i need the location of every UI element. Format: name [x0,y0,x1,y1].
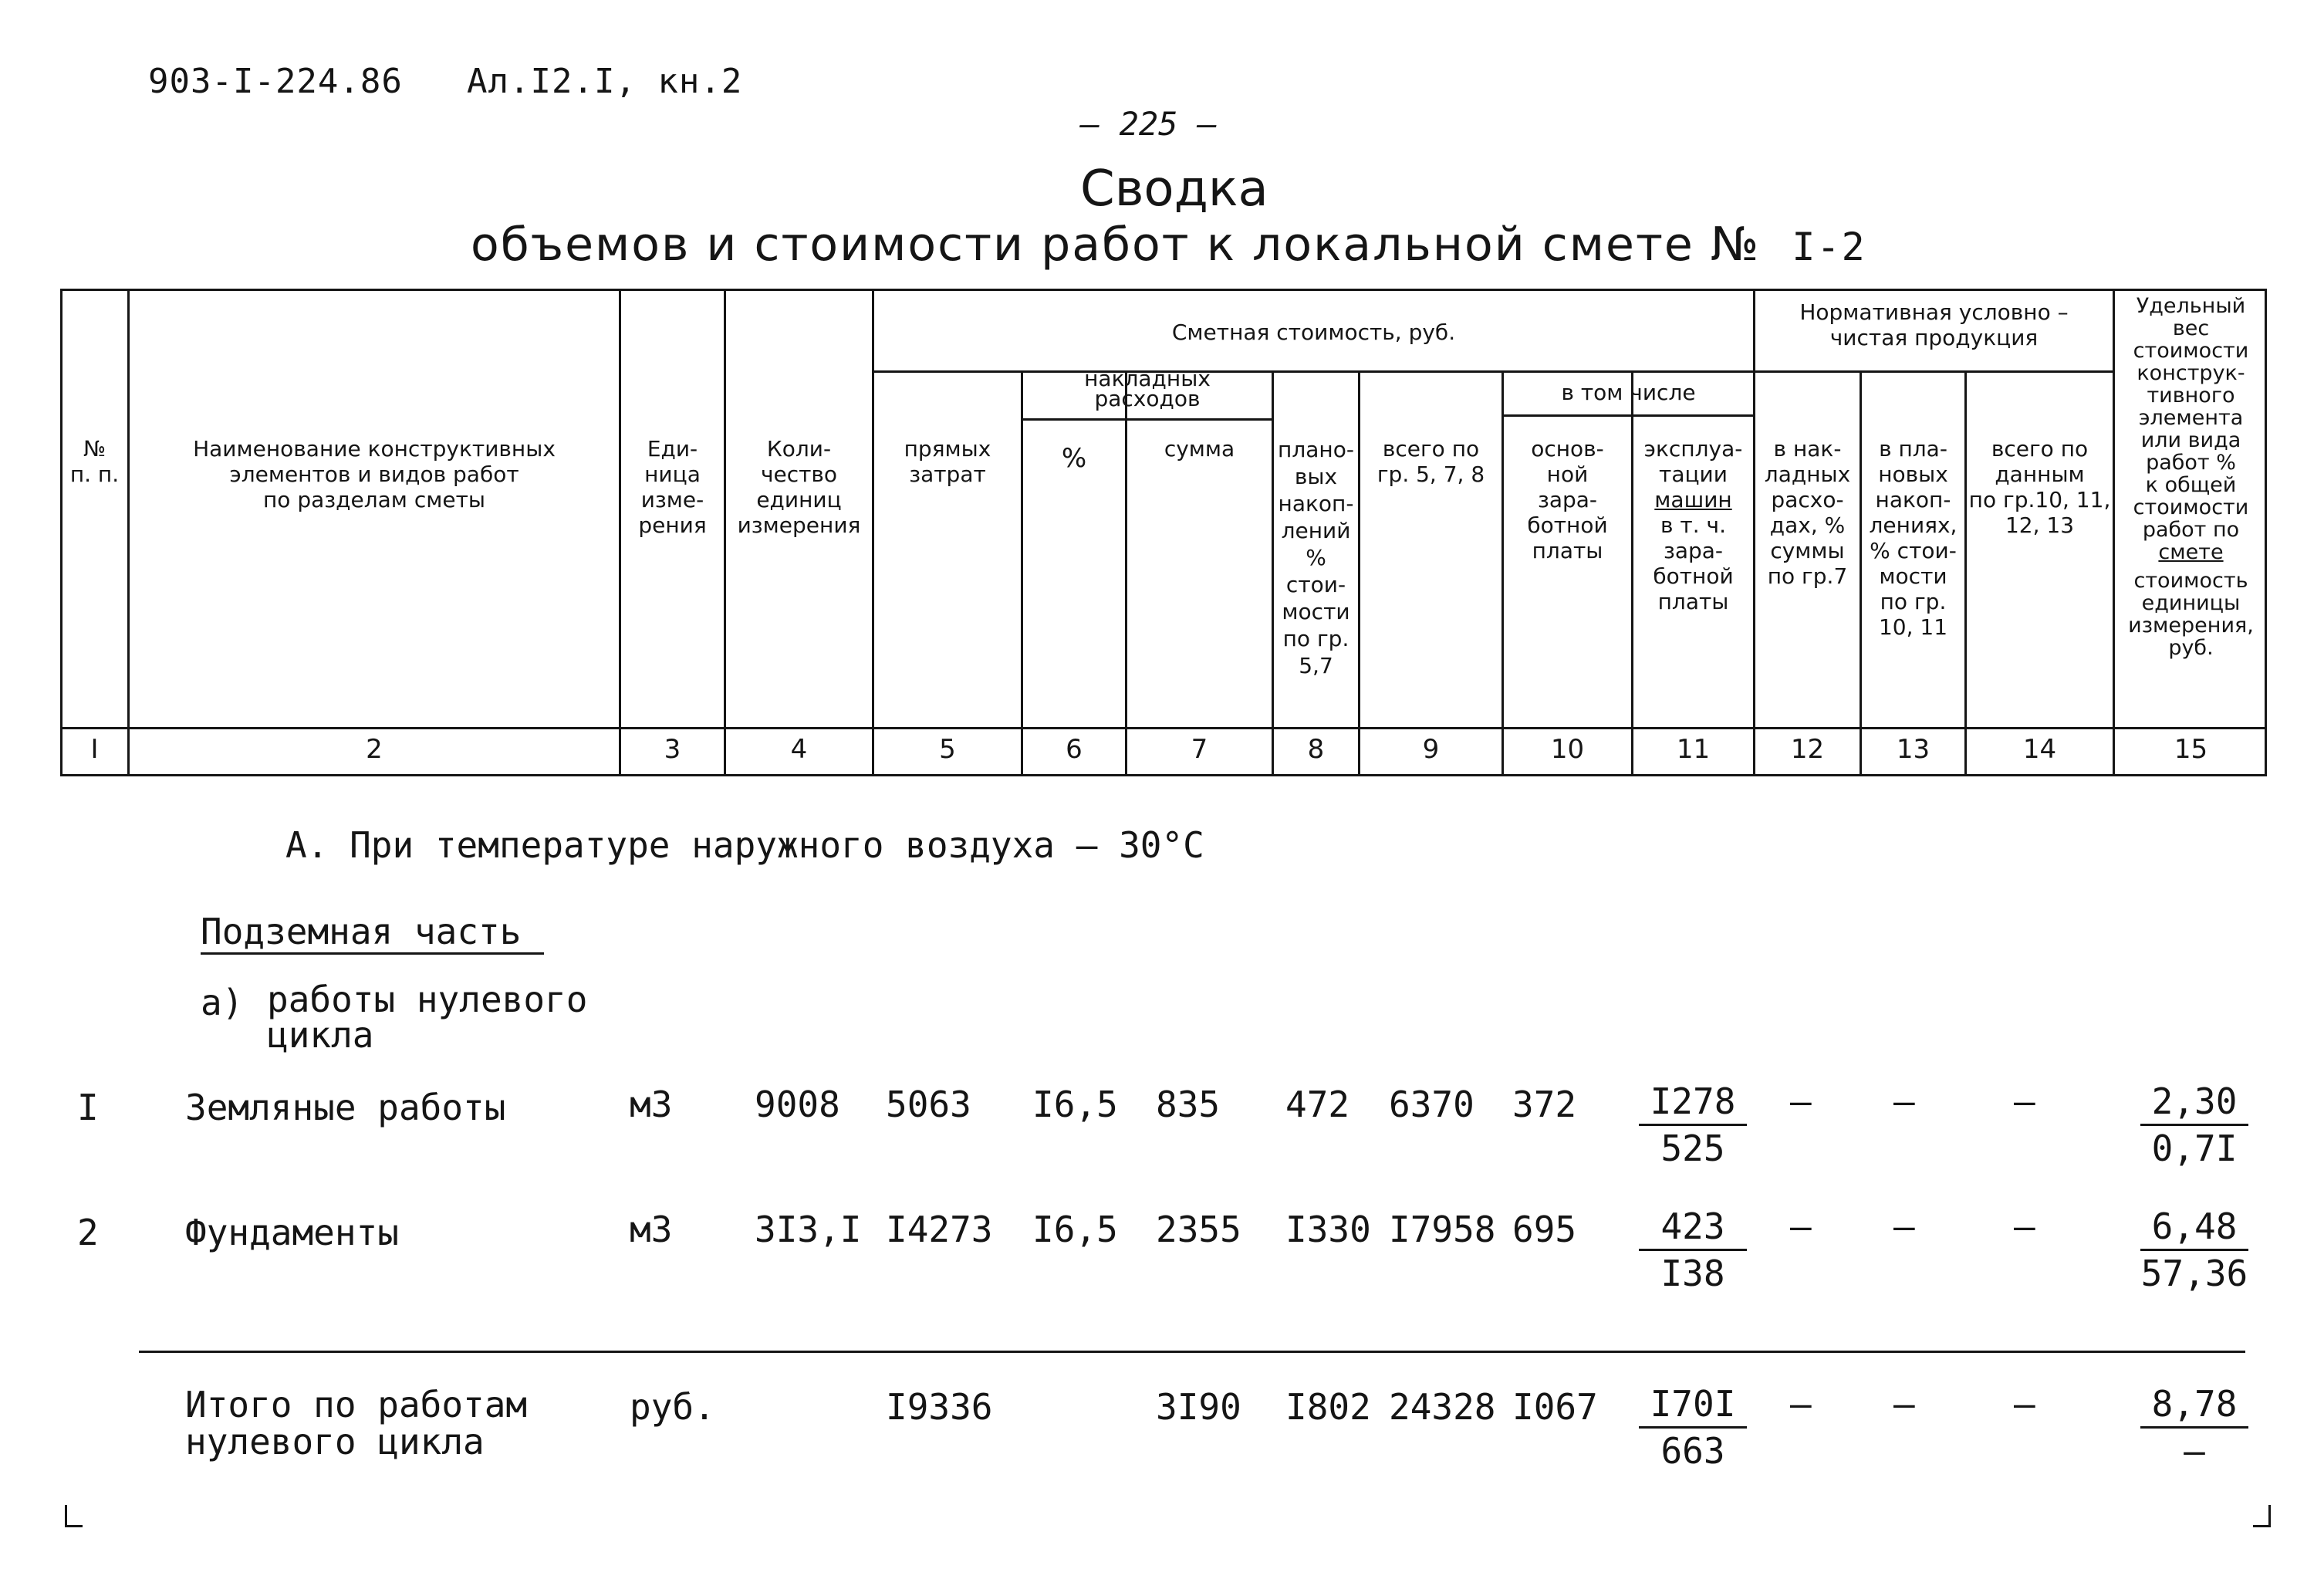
total-name: Итого по работам нулевого цикла [185,1384,528,1462]
col-number: 13 [1896,734,1930,765]
header-col-norm-total: всего по данным по гр.10, 11, 12, 13 [1968,436,2111,538]
row-name: Земляные работы [185,1087,506,1128]
section-title: А. При температуре наружного воздуха – 30°С [285,824,1204,866]
page-title: Сводка [1080,161,1268,218]
total-overhead-sum: 3I90 [1156,1386,1241,1428]
row-planned: I330 [1285,1209,1371,1250]
header-group-overhead: накладных расходов [1084,366,1211,411]
row-machines: $\frac{423}{I38}$ [1639,1204,1747,1296]
document-code: 903-I-224.86 [148,62,403,101]
row-number: 2 [77,1212,99,1253]
row-quantity: 9008 [755,1084,840,1125]
header-group-cost: Сметная стоимость, руб. [1171,320,1456,345]
total-separator [139,1351,2245,1353]
total-share: 8,78 – [2140,1381,2248,1473]
row-name: Фундаменты [185,1212,399,1253]
subtitle-text: объемов и стоимости работ к локальной смете № [471,218,1761,272]
subsection-marker: а) [201,982,244,1023]
col-number: 4 [790,734,808,765]
page-subtitle [471,218,1866,272]
row-overhead-pct: I6,5 [1032,1209,1118,1250]
row-norm-total: – [2014,1205,2035,1247]
total-total: 24328 [1389,1386,1496,1428]
row-number: I [77,1087,99,1128]
row-norm-planned: – [1893,1080,1915,1122]
header-col-no: № п. п. [69,436,120,487]
row-norm-overhead: – [1790,1205,1812,1247]
col-number: 3 [664,734,681,765]
col-number: 10 [1550,734,1585,765]
row-direct-costs: 5063 [886,1084,971,1125]
col-number: 15 [2174,734,2208,765]
total-norm-total: – [2014,1383,2035,1425]
col-number: 2 [366,734,383,765]
row-unit: м3 [630,1084,673,1125]
total-unit: руб. [630,1386,715,1428]
header-col-unit: Еди- ница изме- рения [638,436,707,538]
row-wages: 695 [1512,1209,1577,1250]
row-planned: 472 [1285,1084,1350,1125]
total-direct-costs: I9336 [886,1386,993,1428]
col-number: I [90,734,99,765]
row-norm-planned: – [1893,1205,1915,1247]
estimate-number: I-2 [1792,225,1866,269]
part-title: Подземная часть [201,911,544,955]
col-number: 5 [939,734,956,765]
col-number: 11 [1676,734,1711,765]
header-col-wages: основ- ной зара- ботной платы [1527,436,1608,563]
total-machines: $\frac{I70I}{663}$ [1639,1381,1747,1473]
col-number: 14 [2022,734,2057,765]
page-number: — 225 — [1080,105,1218,143]
total-norm-planned: – [1893,1383,1915,1425]
col-number: 7 [1191,734,1208,765]
row-total: I7958 [1389,1209,1496,1250]
col-number: 9 [1422,734,1440,765]
row-overhead-pct: I6,5 [1032,1084,1118,1125]
corner-mark-right [2253,1505,2271,1527]
header-col-pct: % [1061,443,1087,474]
header-col-norm-planned: в пла- новых накоп- лениях, % стои- мости по гр. 10, 11 [1869,436,1957,640]
total-planned: I802 [1285,1386,1371,1428]
row-share: $\frac{6,48}{57,36}$ [2140,1205,2248,1294]
total-wages: I067 [1512,1386,1598,1428]
header-col-planned: плано- вых накоп- лений % стои- мости по гр. 5,7 [1278,437,1354,678]
header-col-share: Удельный вес стоимости конструк- тивного элемента или вида работ % к общей стоимости работ по смете стоимость единицы измерения, руб. [2128,294,2254,660]
header-group-including: в том числе [1561,380,1696,405]
header-col-quantity: Коли- чество единиц измерения [737,436,861,538]
row-overhead-sum: 835 [1156,1084,1221,1125]
header-col-name: Наименование конструктивных элементов и видов работ по разделам сметы [193,436,556,512]
header-col-direct: прямых затрат [904,436,991,487]
header-col-machines: эксплуа- тации машин в т. ч. зара- ботной платы [1643,436,1743,614]
total-norm-overhead: – [1790,1383,1812,1425]
header-group-normative: Нормативная условно – чистая продукция [1799,299,2069,350]
header-col-norm-overhead: в нак- ладных расхо- дах, % суммы по гр.7 [1764,436,1851,589]
row-quantity: 3I3,I [755,1209,862,1250]
album-reference: Ал.I2.I, кн.2 [467,62,743,101]
col-number: 8 [1307,734,1325,765]
row-machines: $\frac{I278}{525}$ [1639,1079,1747,1171]
row-unit: м3 [630,1209,673,1250]
row-direct-costs: I4273 [886,1209,993,1250]
col-number: 12 [1790,734,1825,765]
subsection-title: работы нулевого цикла [267,979,588,1056]
row-share: $\frac{2,30}{0,7I}$ [2140,1079,2248,1171]
row-overhead-sum: 2355 [1156,1209,1241,1250]
header-col-total: всего по гр. 5, 7, 8 [1376,436,1485,487]
row-total: 6370 [1389,1084,1474,1125]
corner-mark-left [65,1505,83,1527]
row-wages: 372 [1512,1084,1577,1125]
row-norm-overhead: – [1790,1080,1812,1122]
row-norm-total: – [2014,1080,2035,1122]
header-col-sum: сумма [1164,436,1235,462]
col-number: 6 [1066,734,1083,765]
